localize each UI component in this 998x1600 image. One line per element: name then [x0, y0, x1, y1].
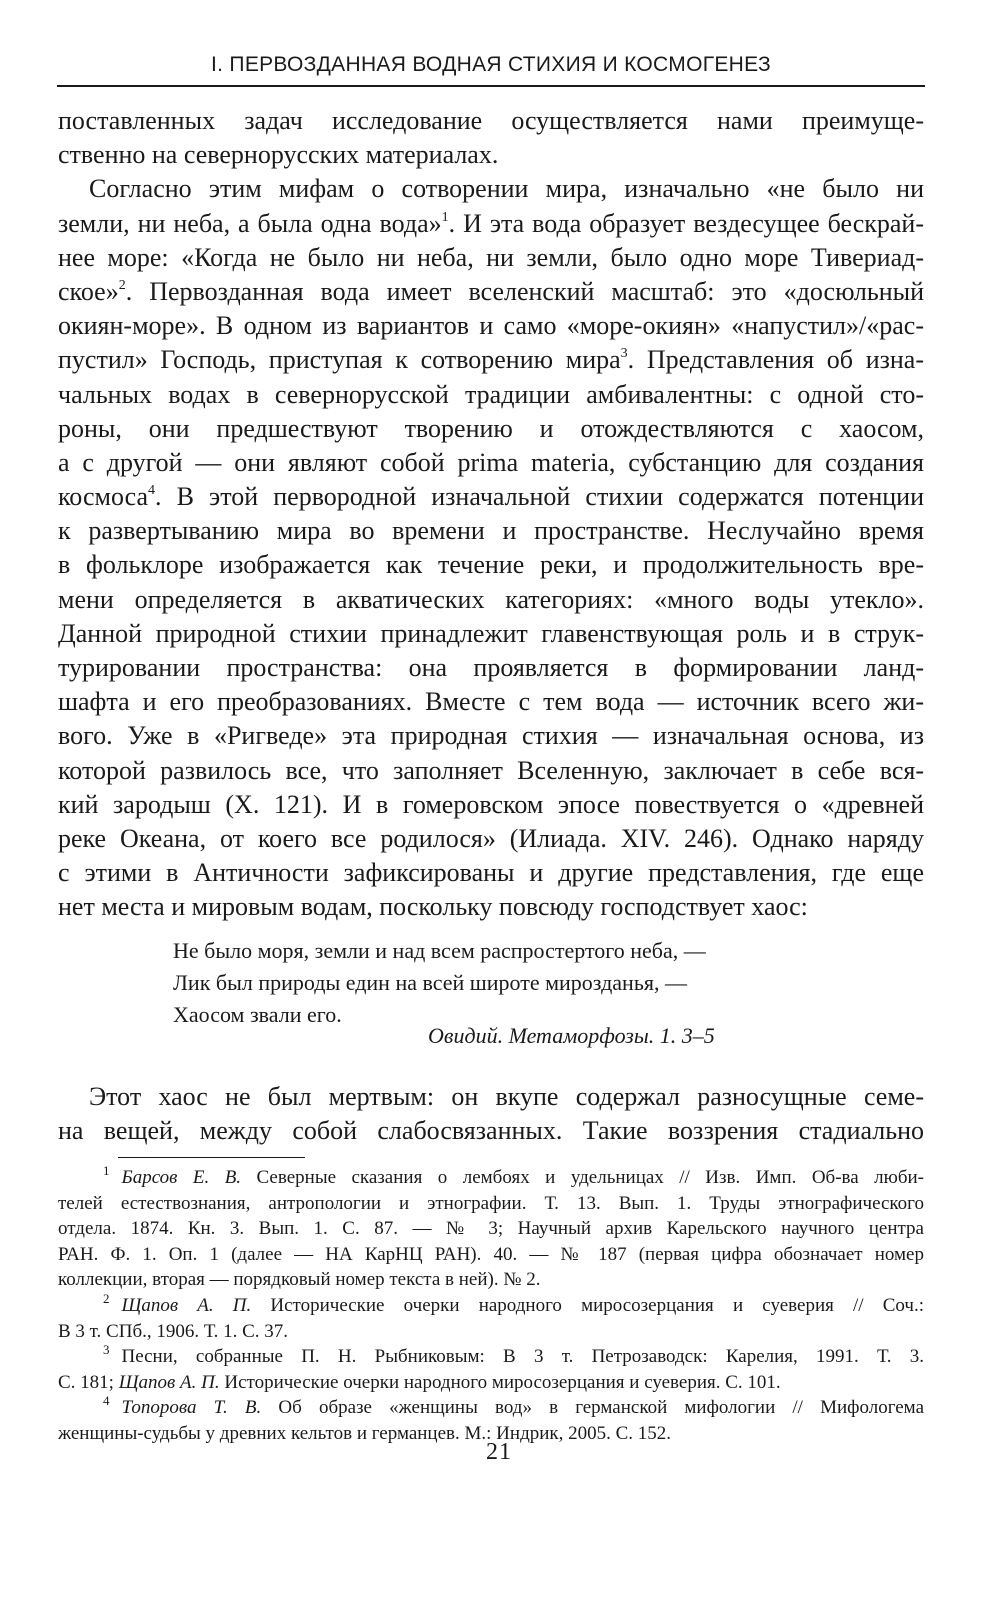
text-line: нее море: «Когда не было ни неба, ни земли, было одно море Тивериад- [58, 242, 924, 272]
text-line: роны, они предшествуют творению и отождествляются с хаосом, [58, 413, 924, 443]
footnote-line: РАН. Ф. 1. Оп. 1 (далее — НА КарНЦ РАН). 40. — № 187 (первая цифра обозначает номер [58, 1243, 924, 1265]
text-line: космоса$^4$. В этой первородной изначальной стихии содержатся потенции [58, 482, 924, 512]
text-line: Согласно этим мифам о сотворении мира, изначально «не было ни [89, 174, 924, 204]
text-line: пустил» Господь, приступая к сотворению мира$^3$. Представления об изна- [58, 345, 924, 375]
footnote-line: телей естествознания, антропологии и этнографии. Т. 13. Вып. 1. Труды этнографического [58, 1192, 924, 1214]
main-text-continued [58, 1080, 924, 1148]
main-text [58, 104, 924, 925]
footnote-4: $^4$ Топорова Т. В. Об образе «женщины вод» в германской мифологии // Мифологема [103, 1395, 924, 1419]
verse-attribution: Овидий. Метаморфозы. 1. 3–5 [428, 1023, 715, 1048]
text-line: Данной природной стихии принадлежит главенствующая роль и в струк- [58, 618, 924, 648]
verse-quote [173, 935, 873, 1031]
text-line: нет места и мировым водам, поскольку повсюду господствует хаос: [58, 892, 808, 922]
verse-line: Не было моря, земли и над всем распростертого неба, — [173, 938, 706, 963]
text-line: ское»$^2$. Первозданная вода имеет вселенский масштаб: это «досюльный [58, 276, 924, 306]
footnote-line: С. 181; Щапов А. П. Исторические очерки народного миросозерцания и суеверия. С. 101. [58, 1371, 781, 1393]
page-number: 21 [486, 1439, 512, 1465]
footnote-ref[interactable]: 4 [148, 483, 155, 499]
footnote-number: 1 [103, 1165, 110, 1178]
running-header: I. ПЕРВОЗДАННАЯ ВОДНАЯ СТИХИЯ И КОСМОГЕНЕЗ [211, 53, 771, 76]
footnote-line: отдела. 1874. Кн. 3. Вып. 1. С. 87. — № 3; Научный архив Карельского научного центра [58, 1218, 924, 1240]
text-line: поставленных задач исследование осуществляется нами преимуще- [58, 106, 924, 135]
footnote-line: коллекции, вторая — порядковый номер текста в ней). № 2. [58, 1269, 541, 1291]
text-line: окиян-море». В одном из вариантов и само «море-окиян» «напустил»/«рас- [58, 311, 924, 341]
footnote-author: Щапов А. П. [118, 1371, 220, 1393]
footnote-2: $^2$ Щапов А. П. Исторические очерки народного миросозерцания и суеверия // Соч.: [103, 1292, 924, 1316]
text-line: кий зародыш (X. 121). И в гомеровском эпосе повествуется о «древней [58, 789, 924, 819]
footnote-line: женщины-судьбы у древних кельтов и германцев. М.: Индрик, 2005. С. 152. [58, 1422, 672, 1444]
footnote-number: 3 [103, 1344, 110, 1358]
footnote-rule [118, 1157, 305, 1158]
text-line: земли, ни неба, а была одна вода»$^1$. И эта вода образует вездесущее бескрай- [58, 208, 924, 238]
footnote-1: $^1$ Барсов Е. В. Северные сказания о лембоях и удельницах // Изв. Имп. Об-ва люби- [103, 1165, 924, 1188]
text-line: которой развилось все, что заполняет Вселенную, заключает в себе вся- [58, 755, 924, 785]
footnote-3: $^3$ Песни, собранные П. Н. Рыбниковым: В 3 т. Петрозаводск: Карелия, 1991. Т. 3. [103, 1344, 924, 1368]
footnotes [58, 1165, 924, 1447]
footnote-author: Топорова Т. В. [121, 1397, 262, 1419]
text-line: турировании пространства: она проявляется в формировании ланд- [58, 653, 924, 682]
footnote-ref[interactable]: 2 [118, 277, 126, 293]
text-line: чальных водах в севернорусской традиции амбивалентны: с одной сто- [58, 379, 924, 409]
verse-line: Лик был природы един на всей широте мирозданья, — [173, 970, 687, 995]
footnote-number: 2 [103, 1292, 110, 1306]
footnote-ref[interactable]: 3 [620, 346, 628, 362]
text-line: Этот хаос не был мертвым: он вкупе содержал разносущные семе- [89, 1082, 924, 1111]
verse-line: Хаосом звали его. [173, 1002, 342, 1027]
footnote-line: В 3 т. СПб., 1906. Т. 1. С. 37. [58, 1320, 288, 1342]
footnote-author: Щапов А. П. [121, 1294, 252, 1316]
text-line: ственно на севернорусских материалах. [58, 140, 499, 170]
footnote-author: Барсов Е. В. [121, 1167, 242, 1188]
text-line: мени определяется в акватических категориях: «много воды утекло». [58, 584, 924, 614]
text-line: к развертыванию мира во времени и пространстве. Неслучайно время [58, 516, 924, 546]
text-line: реке Океана, от коего все родилося» (Илиада. XIV. 246). Однако наряду [58, 823, 924, 853]
text-line: в фольклоре изображается как течение реки, и продолжительность вре- [58, 550, 924, 580]
text-line: вого. Уже в «Ригведе» эта природная стихия — изначальная основа, из [58, 721, 924, 751]
header-rule [57, 85, 925, 87]
text-line: а с другой — они являют собой prima materia, субстанцию для создания [58, 447, 924, 477]
text-line: с этими в Античности зафиксированы и другие представления, где еще [58, 858, 924, 888]
footnote-ref[interactable]: 1 [441, 209, 449, 225]
text-line: шафта и его преобразованиях. Вместе с тем вода — источник всего жи- [58, 687, 924, 717]
footnote-number: 4 [103, 1395, 110, 1409]
text-line: на вещей, между собой слабосвязанных. Такие воззрения стадиально [58, 1116, 924, 1146]
